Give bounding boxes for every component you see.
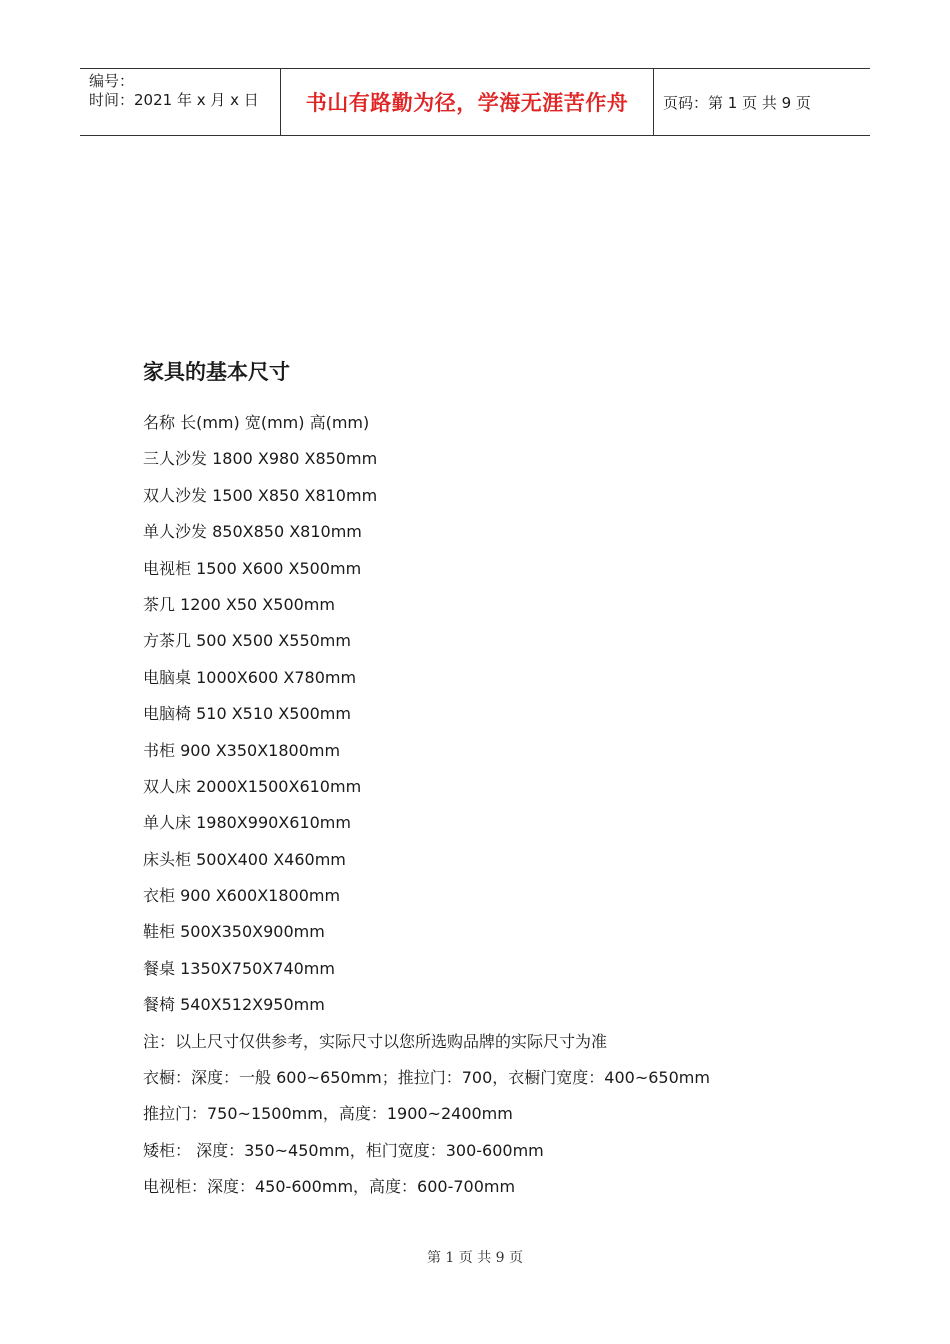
list-item: 双人床 2000X1500X610mm <box>143 776 362 796</box>
wardrobe-line: 衣橱：深度：一般 600~650mm；推拉门：700，衣橱门宽度：400~650mm <box>143 1068 710 1088</box>
list-item: 方茶几 500 X500 X550mm <box>143 631 351 651</box>
list-item: 电视柜 1500 X600 X500mm <box>143 558 362 578</box>
number-label: 编号： <box>89 72 135 90</box>
header-motto: 书山有路勤为径，学海无涯苦作舟 <box>281 69 654 135</box>
page-header <box>80 68 870 136</box>
tv-cabinet-line: 电视柜：深度：450-600mm，高度：600-700mm <box>143 1177 516 1197</box>
list-item: 鞋柜 500X350X900mm <box>143 922 325 942</box>
list-item: 床头柜 500X400 X460mm <box>143 849 346 869</box>
low-cabinet-line: 矮柜： 深度：350~450mm，柜门宽度：300-600mm <box>143 1140 544 1160</box>
furniture-size-list <box>143 412 710 1213</box>
list-item: 电脑桌 1000X600 X780mm <box>143 667 357 687</box>
list-item: 餐桌 1350X750X740mm <box>143 958 335 978</box>
list-item: 三人沙发 1800 X980 X850mm <box>143 449 378 469</box>
list-item: 电脑椅 510 X510 X500mm <box>143 704 351 724</box>
date-label: 时间：2021 年 x 月 x 日 <box>89 91 259 109</box>
list-item: 茶几 1200 X50 X500mm <box>143 594 335 614</box>
list-item: 书柜 900 X350X1800mm <box>143 740 341 760</box>
list-item: 名称 长(mm) 宽(mm) 高(mm) <box>143 413 370 432</box>
document-title: 家具的基本尺寸 <box>143 360 290 384</box>
page-footer: 第 1 页 共 9 页 <box>426 1250 524 1266</box>
list-item: 餐椅 540X512X950mm <box>143 995 325 1015</box>
list-item: 单人床 1980X990X610mm <box>143 813 351 833</box>
list-item: 单人沙发 850X850 X810mm <box>143 522 362 542</box>
note-line: 注：以上尺寸仅供参考，实际尺寸以您所选购品牌的实际尺寸为准 <box>143 1031 608 1051</box>
header-meta <box>80 69 281 135</box>
sliding-door-line: 推拉门：750~1500mm，高度：1900~2400mm <box>143 1104 513 1124</box>
list-item: 衣柜 900 X600X1800mm <box>143 886 341 906</box>
list-item: 双人沙发 1500 X850 X810mm <box>143 485 378 505</box>
header-page-label: 页码：第 1 页 共 9 页 <box>663 93 811 112</box>
